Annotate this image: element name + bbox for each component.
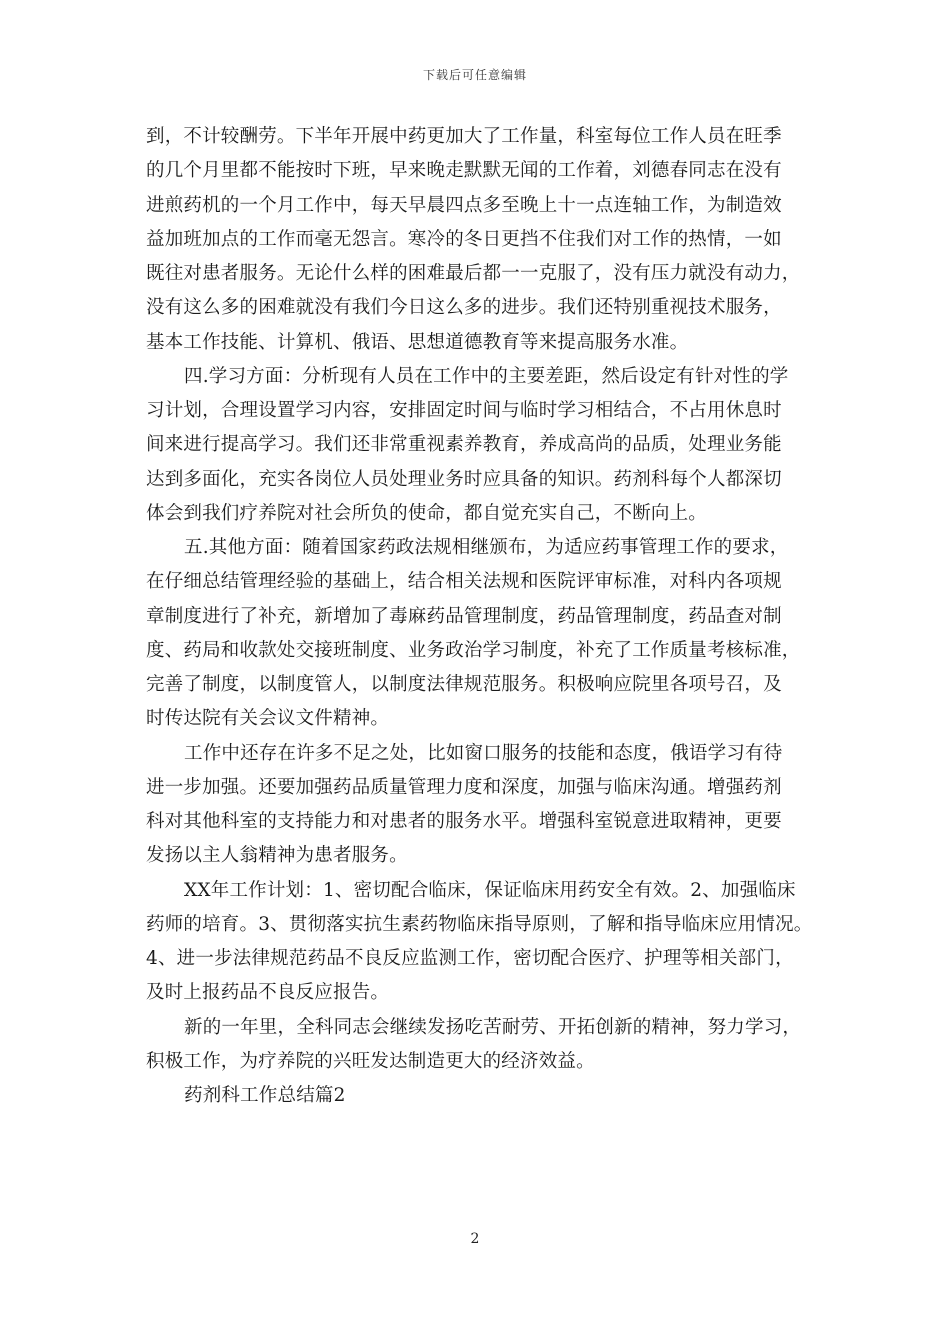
- page-number: 2: [470, 1231, 480, 1247]
- text-line: 新的一年里，全科同志会继续发扬吃苦耐劳、开拓创新的精神，努力学习，: [184, 1016, 802, 1038]
- text-line: 体会到我们疗养院对社会所负的使命，都自觉充实自己，不断向上。: [146, 502, 708, 524]
- document-body: [146, 120, 813, 1113]
- text-line: 章制度进行了补充，新增加了毒麻药品管理制度，药品管理制度，药品查对制: [146, 605, 782, 627]
- text-line: 既往对患者服务。无论什么样的困难最后都一一克服了，没有压力就没有动力，: [146, 263, 801, 284]
- text-line: 没有这么多的困难就没有我们今日这么多的进步。我们还特别重视技术服务，: [146, 297, 782, 319]
- page-header: 下载后可任意编辑: [422, 68, 527, 82]
- text-line: 时传达院有关会议文件精神。: [146, 708, 390, 730]
- text-line: 4、进一步法律规范药品不良反应监测工作，密切配合医疗、护理等相关部门，: [146, 948, 794, 969]
- text-line: 习计划，合理设置学习内容，安排固定时间与临时学习相结合，不占用休息时: [146, 400, 782, 421]
- text-line: 益加班加点的工作而毫无怨言。寒冷的冬日更挡不住我们对工作的热情，一如: [146, 228, 782, 250]
- text-line: 基本工作技能、计算机、俄语、思想道德教育等来提高服务水准。: [146, 331, 689, 353]
- text-line: 及时上报药品不良反应报告。: [146, 982, 390, 1004]
- text-line: 进一步加强。还要加强药品质量管理力度和深度，加强与临床沟通。增强药剂: [146, 776, 782, 798]
- text-line: 药剂科工作总结篇2: [184, 1085, 346, 1106]
- text-line: 达到多面化，充实各岗位人员处理业务时应具备的知识。药剂科每个人都深切: [146, 468, 782, 490]
- text-line: 间来进行提高学习。我们还非常重视素养教育，养成高尚的品质，处理业务能: [146, 434, 782, 456]
- text-line: 药师的培育。3、贯彻落实抗生素药物临床指导原则，了解和指导临床应用情况。: [146, 913, 813, 935]
- text-line: 度、药局和收款处交接班制度、业务政治学习制度，补充了工作质量考核标准，: [146, 639, 801, 661]
- text-line: 到，不计较酬劳。下半年开展中药更加大了工作量，科室每位工作人员在旺季: [146, 126, 782, 147]
- text-line: 发扬以主人翁精神为患者服务。: [146, 845, 408, 867]
- text-line: 五.其他方面：随着国家药政法规相继颁布，为适应药事管理工作的要求，: [184, 537, 789, 558]
- text-line: 在仔细总结管理经验的基础上，结合相关法规和医院评审标准，对科内各项规: [146, 571, 782, 593]
- text-line: 工作中还存在许多不足之处，比如窗口服务的技能和态度，俄语学习有待: [184, 742, 783, 764]
- text-line: 科对其他科室的支持能力和对患者的服务水平。增强科室锐意进取精神，更要: [146, 811, 782, 832]
- text-line: XX年工作计划：1、密切配合临床，保证临床用药安全有效。2、加强临床: [184, 879, 796, 901]
- text-line: 进煎药机的一个月工作中，每天早晨四点多至晚上十一点连轴工作，为制造效: [146, 194, 782, 216]
- text-line: 完善了制度，以制度管人，以制度法律规范服务。积极响应院里各项号召，及: [146, 674, 782, 695]
- text-line: 的几个月里都不能按时下班，早来晚走默默无闻的工作着，刘德春同志在没有: [146, 160, 782, 182]
- text-line: 四.学习方面：分析现有人员在工作中的主要差距，然后设定有针对性的学: [184, 365, 789, 387]
- text-line: 积极工作，为疗养院的兴旺发达制造更大的经济效益。: [146, 1050, 595, 1072]
